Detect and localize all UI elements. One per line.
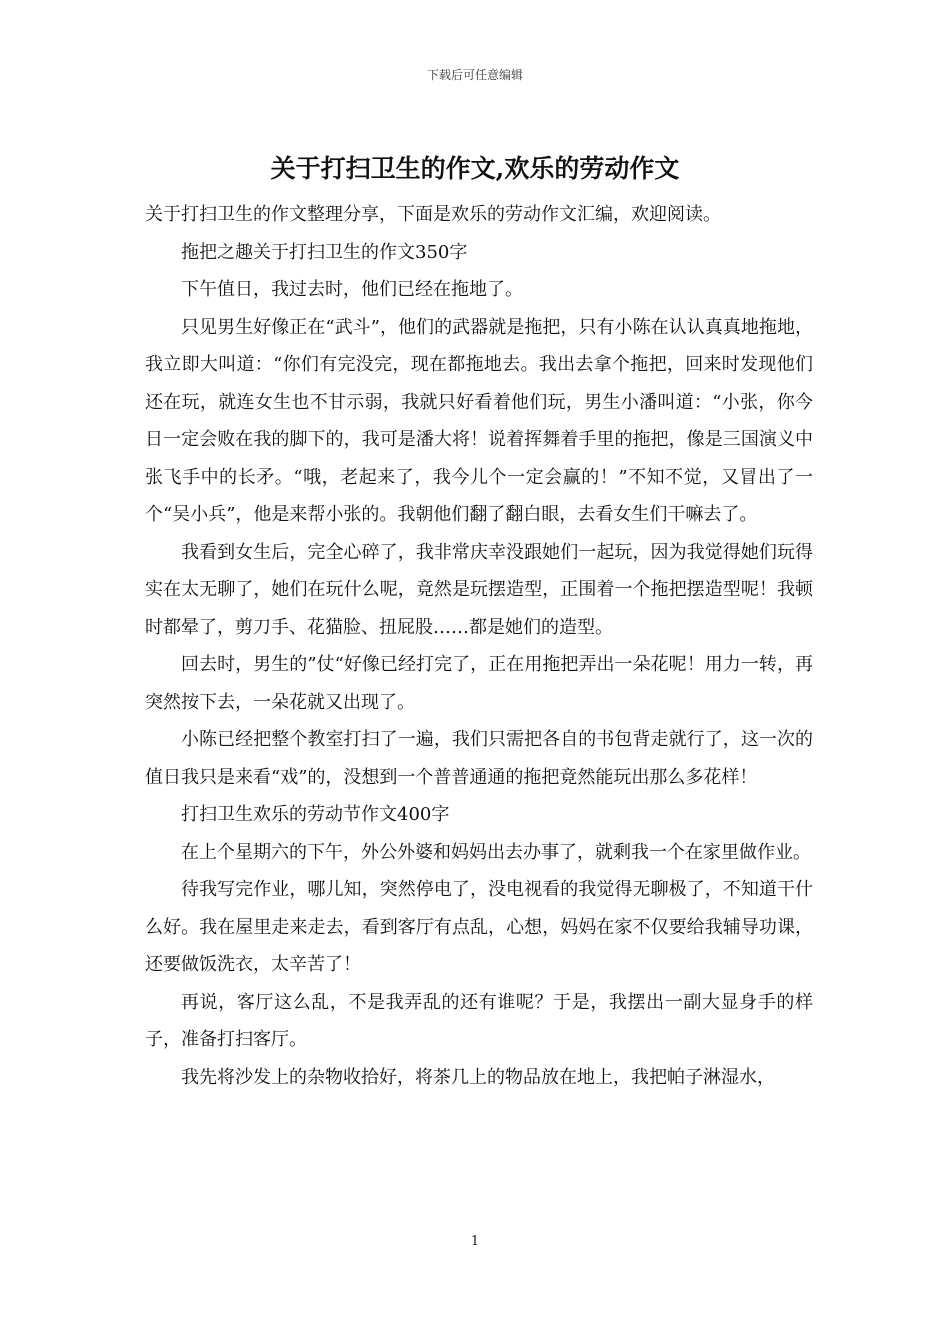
paragraph: 只见男生好像正在“武斗”，他们的武器就是拖把，只有小陈在认认真真地拖地，我立即大叫道：“你们有完没完，现在都拖地去。我出去拿个拖把，回来时发现他们还在玩，就连女生也不甘示弱，我就只好看着他们玩，男生小潘叫道：“小张，你今日一定会败在我的脚下的，我可是潘大将！说着挥舞着手里的拖把，像是三国演义中张飞手中的长矛。“哦，老起来了，我今儿个一定会赢的！”不知不觉，又冒出了一个“吴小兵”，他是来帮小张的。我朝他们翻了翻白眼，去看女生们干嘛去了。 bbox=[145, 316, 813, 525]
page-number: 1 bbox=[470, 1234, 480, 1249]
section-heading-1: 拖把之趣关于打扫卫生的作文350字 bbox=[181, 241, 468, 263]
paragraph: 待我写完作业，哪儿知，突然停电了，没电视看的我觉得无聊极了，不知道干什么好。我在屋里走来走去，看到客厅有点乱，心想，妈妈在家不仅要给我辅导功课，还要做饭洗衣，太辛苦了！ bbox=[145, 879, 813, 975]
paragraph-intro: 关于打扫卫生的作文整理分享，下面是欢乐的劳动作文汇编，欢迎阅读。 bbox=[145, 204, 721, 225]
header-note: 下载后可任意编辑 bbox=[426, 68, 523, 82]
paragraph: 回去时，男生的”仗“好像已经打完了，正在用拖把弄出一朵花呢！用力一转，再突然按下去，一朵花就又出现了。 bbox=[145, 654, 813, 713]
document-body bbox=[145, 196, 813, 1096]
paragraph: 小陈已经把整个教室打扫了一遍，我们只需把各自的书包背走就行了，这一次的值日我只是来看“戏”的，没想到一个普普通通的拖把竟然能玩出那么多花样！ bbox=[145, 729, 813, 788]
paragraph: 我看到女生后，完全心碎了，我非常庆幸没跟她们一起玩，因为我觉得她们玩得实在太无聊了，她们在玩什么呢，竟然是玩摆造型，正围着一个拖把摆造型呢！我顿时都晕了，剪刀手、花猫脸、扭屁股……都是她们的造型。 bbox=[145, 541, 813, 638]
section-heading-2: 打扫卫生欢乐的劳动节作文400字 bbox=[181, 804, 450, 825]
paragraph: 下午值日，我过去时，他们已经在拖地了。 bbox=[181, 279, 523, 300]
paragraph: 在上个星期六的下午，外公外婆和妈妈出去办事了，就剩我一个在家里做作业。 bbox=[181, 841, 811, 863]
paragraph: 再说，客厅这么乱，不是我弄乱的还有谁呢？于是，我摆出一副大显身手的样子，准备打扫客厅。 bbox=[145, 991, 813, 1050]
document-title: 关于打扫卫生的作文,欢乐的劳动作文 bbox=[270, 154, 680, 183]
paragraph: 我先将沙发上的杂物收拾好，将茶几上的物品放在地上，我把帕子淋湿水， bbox=[181, 1066, 775, 1088]
